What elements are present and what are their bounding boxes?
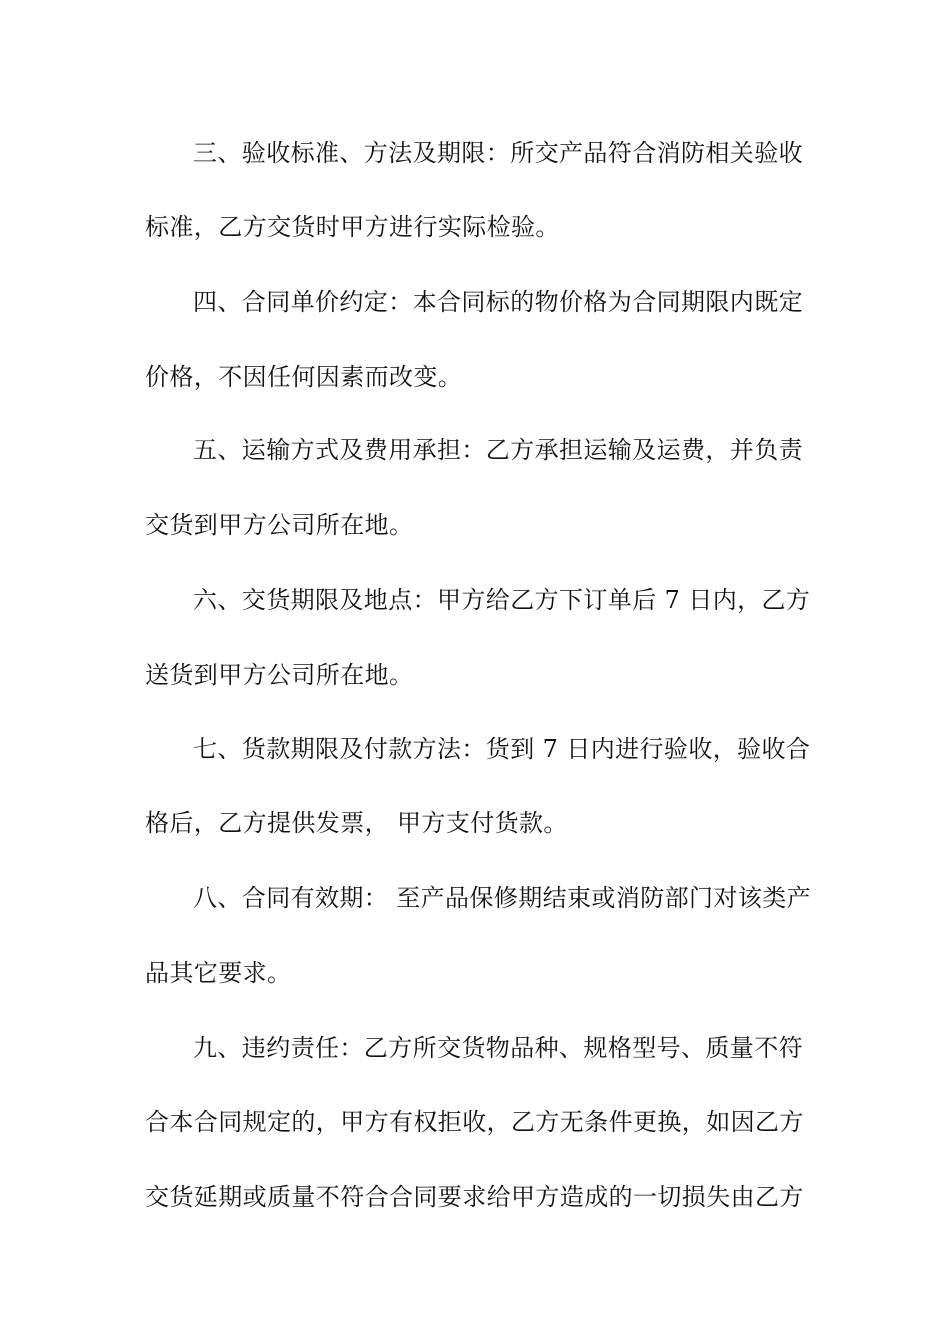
clause-4-line-2: 价格，不因任何因素而改变。 bbox=[145, 363, 463, 391]
clause-9-line-2: 合本合同规定的，甲方有权拒收，乙方无条件更换，如因乙方 bbox=[145, 1108, 804, 1136]
clause-5-line-2: 交货到甲方公司所在地。 bbox=[145, 511, 414, 539]
clause-6-line-2: 送货到甲方公司所在地。 bbox=[145, 661, 414, 689]
clause-7-line-1: 七、货款期限及付款方法：货到 7 日内进行验收，验收合 bbox=[193, 735, 811, 763]
clause-3-line-2: 标准，乙方交货时甲方进行实际检验。 bbox=[145, 213, 560, 241]
clause-9-line-1: 九、违约责任：乙方所交货物品种、规格型号、质量不符 bbox=[193, 1034, 803, 1062]
clause-8-line-1: 八、合同有效期： 至产品保修期结束或消防部门对该类产 bbox=[193, 884, 812, 912]
clause-8-line-2: 品其它要求。 bbox=[145, 959, 292, 987]
clause-4-line-1: 四、合同单价约定：本合同标的物价格为合同期限内既定 bbox=[193, 288, 803, 316]
clause-5-line-1: 五、运输方式及费用承担：乙方承担运输及运费，并负责 bbox=[193, 436, 803, 464]
clause-3-line-1: 三、验收标准、方法及期限：所交产品符合消防相关验收 bbox=[193, 139, 803, 167]
clause-7-line-2: 格后，乙方提供发票， 甲方支付货款。 bbox=[145, 809, 568, 837]
clause-6-line-1: 六、交货期限及地点：甲方给乙方下订单后 7 日内，乙方 bbox=[193, 586, 811, 614]
clause-9-line-3: 交货延期或质量不符合合同要求给甲方造成的一切损失由乙方 bbox=[145, 1183, 804, 1211]
